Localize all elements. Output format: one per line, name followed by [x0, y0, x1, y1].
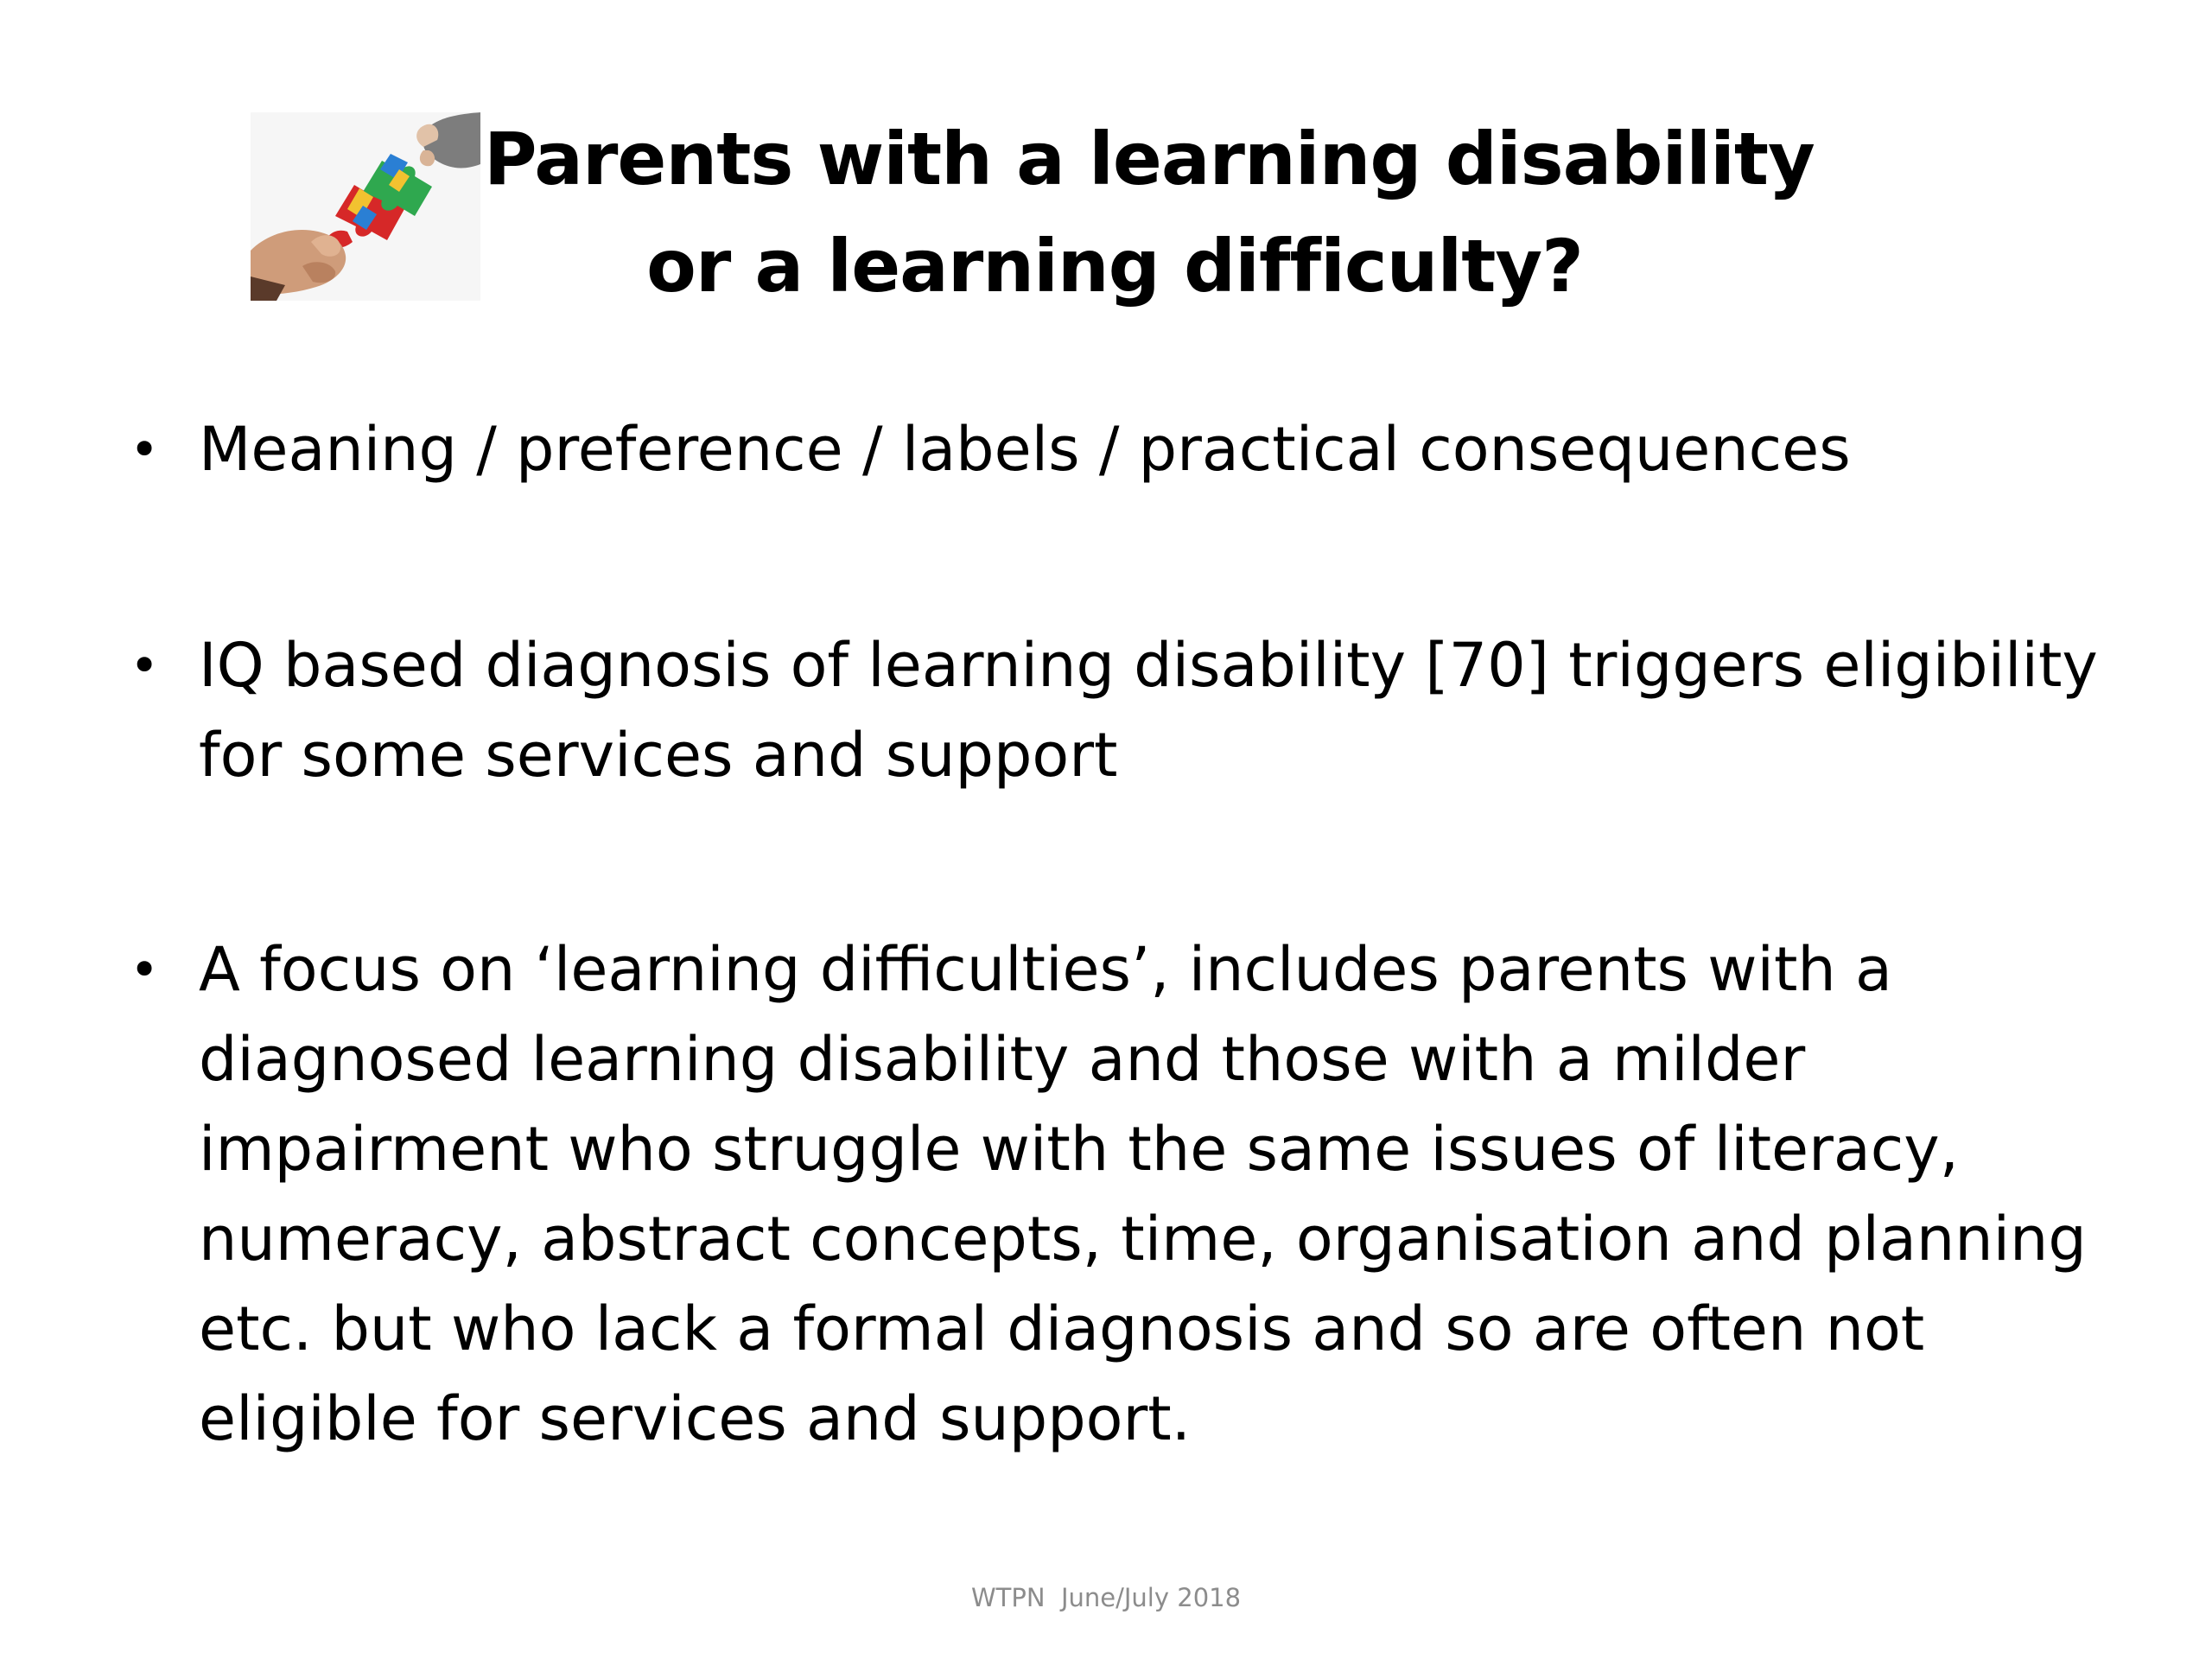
bullet-line: eligible for services and support. — [199, 1383, 1191, 1454]
bullet-dot: • — [130, 420, 160, 479]
bullet-item — [130, 404, 2108, 494]
bullet-text — [199, 620, 2108, 800]
bullet-text — [199, 404, 2108, 494]
bullet-item — [130, 925, 2108, 1464]
title-line: Parents with a learning disability — [484, 117, 1815, 201]
bullet-item — [130, 620, 2108, 800]
bullet-line: for some services and support — [199, 720, 1118, 791]
bullet-line: A focus on ‘learning difficulties’, includes parents with a — [199, 934, 1892, 1005]
bullet-line: Meaning / preference / labels / practical consequences — [199, 414, 1851, 485]
bullet-dot: • — [130, 636, 160, 695]
bullet-line: impairment who struggle with the same issues of literacy, — [199, 1114, 1959, 1185]
bullet-line: IQ based diagnosis of learning disability [70] triggers eligibility — [199, 630, 2098, 701]
title-line: or a learning difficulty? — [646, 224, 1583, 308]
bullet-line: numeracy, abstract concepts, time, organisation and planning — [199, 1204, 2087, 1274]
bullet-dot: • — [130, 940, 160, 999]
bullet-line: etc. but who lack a formal diagnosis and so are often not — [199, 1294, 1925, 1364]
slide-footer: WTPN June/July 2018 — [970, 1583, 1242, 1612]
bullet-line: diagnosed learning disability and those with a milder — [199, 1024, 1806, 1095]
bullet-text — [199, 925, 2108, 1464]
